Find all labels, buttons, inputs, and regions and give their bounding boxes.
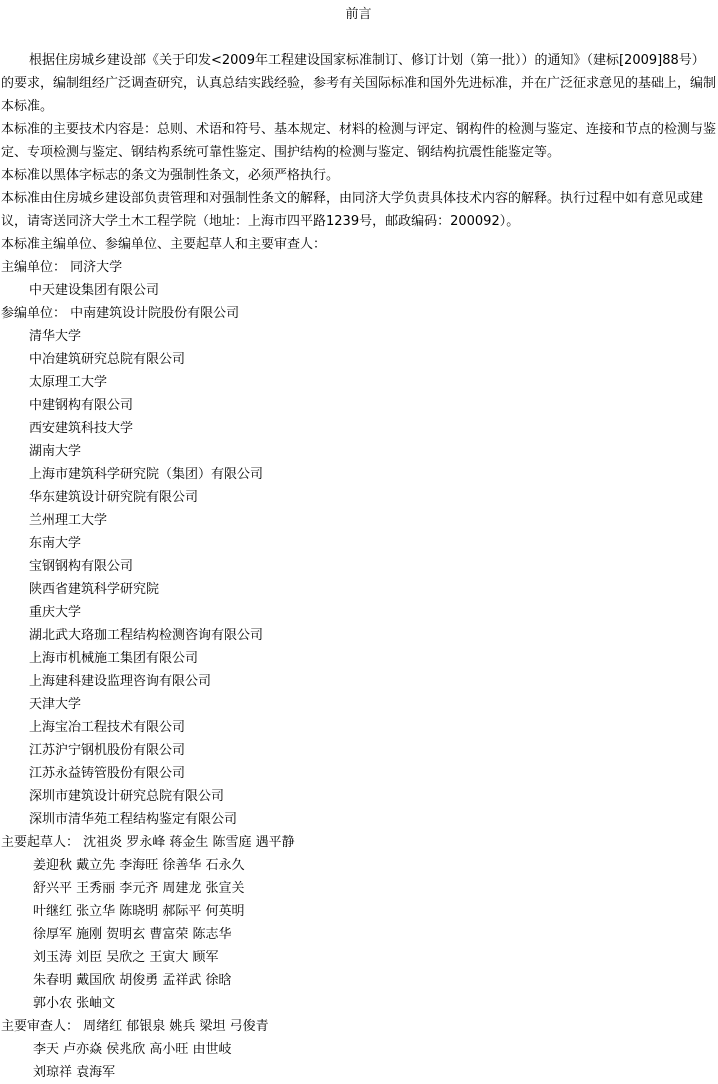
- chief-units-label: 主编单位：: [1, 260, 67, 275]
- participating-unit: 江苏永益铸管股份有限公司: [29, 766, 186, 781]
- reviewers-names: 周绪红 郁银泉 姚兵 梁坦 弓俊青: [83, 1019, 269, 1034]
- paragraph-basis: 根据住房城乡建设部《关于印发<2009年工程建设国家标准制订、修订计划（第一批））的通知》（建标[2009]88号）的要求，编制组经广泛调查研究，认真总结实践经验，参考有关国际标准和国外先进标准，并在广泛征求意见的基础上，编制本标准。: [1, 53, 717, 114]
- drafters-names: 朱春明 戴国欣 胡俊勇 孟祥武 徐晗: [33, 973, 232, 988]
- drafters-names: 舒兴平 王秀丽 李元齐 周建龙 张宣关: [33, 881, 245, 896]
- participating-unit: 深圳市建筑设计研究总院有限公司: [29, 789, 225, 804]
- reviewers-list: [1, 1038, 716, 1084]
- paragraph-mandatory: 本标准以黑体字标志的条文为强制性条文，必须严格执行。: [1, 168, 340, 183]
- reviewers-section: [1, 1015, 716, 1084]
- drafters-names: 姜迎秋 戴立先 李海旺 徐善华 石永久: [33, 858, 245, 873]
- participating-units-section: [1, 302, 716, 831]
- participating-unit: 上海建科建设监理咨询有限公司: [29, 674, 212, 689]
- drafters-names: 叶继红 张立华 陈晓明 郝际平 何英明: [33, 904, 245, 919]
- chief-units-section: [1, 256, 716, 302]
- participating-unit: 宝钢钢构有限公司: [29, 559, 134, 574]
- participating-unit: 中建钢构有限公司: [29, 398, 134, 413]
- drafters-names: 刘玉涛 刘臣 吴欣之 王寅大 顾军: [33, 950, 219, 965]
- drafters-first-line: [1, 831, 716, 854]
- chief-units-list: [1, 279, 716, 302]
- paragraph-units-intro: 本标准主编单位、参编单位、主要起草人和主要审查人：: [1, 237, 327, 252]
- participating-unit: 中冶建筑研究总院有限公司: [29, 352, 186, 367]
- participating-unit: 江苏沪宁钢机股份有限公司: [29, 743, 186, 758]
- participating-unit: 天津大学: [29, 697, 82, 712]
- participating-unit: 中南建筑设计院股份有限公司: [70, 306, 240, 321]
- participating-unit: 清华大学: [29, 329, 82, 344]
- paragraph-management: 本标准由住房城乡建设部负责管理和对强制性条文的解释，由同济大学负责具体技术内容的解释。执行过程中如有意见或建议，请寄送同济大学土木工程学院（地址：上海市四平路1239号，邮政编码：200092）。: [1, 191, 704, 229]
- participating-unit: 湖南大学: [29, 444, 82, 459]
- drafters-list: [1, 854, 716, 1015]
- drafters-names: 徐厚军 施刚 贺明玄 曹富荣 陈志华: [33, 927, 232, 942]
- participating-unit: 上海市建筑科学研究院（集团）有限公司: [29, 467, 264, 482]
- participating-unit: 西安建筑科技大学: [29, 421, 134, 436]
- chief-units-first-line: [1, 256, 716, 279]
- reviewers-label: 主要审查人：: [1, 1019, 80, 1034]
- participating-unit: 湖北武大珞珈工程结构检测咨询有限公司: [29, 628, 264, 643]
- reviewers-names: 刘琼祥 袁海军: [33, 1065, 116, 1080]
- drafters-names: 郭小农 张岫文: [33, 996, 116, 1011]
- paragraph-main-content: 本标准的主要技术内容是：总则、术语和符号、基本规定、材料的检测与评定、钢构件的检测与鉴定、连接和节点的检测与鉴定、专项检测与鉴定、钢结构系统可靠性鉴定、围护结构的检测与鉴定、钢结构抗震性能鉴定等。: [1, 122, 717, 160]
- participating-unit: 上海宝冶工程技术有限公司: [29, 720, 186, 735]
- participating-units-label: 参编单位：: [1, 306, 67, 321]
- reviewers-names: 李天 卢亦焱 侯兆欣 高小旺 由世岐: [33, 1042, 232, 1057]
- chief-unit: 同济大学: [70, 260, 123, 275]
- participating-unit: 兰州理工大学: [29, 513, 108, 528]
- reviewers-first-line: [1, 1015, 716, 1038]
- drafters-label: 主要起草人：: [1, 835, 80, 850]
- participating-units-first-line: [1, 302, 716, 325]
- participating-unit: 太原理工大学: [29, 375, 108, 390]
- participating-unit: 东南大学: [29, 536, 82, 551]
- participating-unit: 上海市机械施工集团有限公司: [29, 651, 199, 666]
- drafters-names: 沈祖炎 罗永峰 蒋金生 陈雪庭 遇平静: [83, 835, 295, 850]
- participating-units-list: [1, 325, 716, 831]
- drafters-section: [1, 831, 716, 1015]
- participating-unit: 陕西省建筑科学研究院: [29, 582, 160, 597]
- chief-unit: 中天建设集团有限公司: [29, 283, 160, 298]
- participating-unit: 深圳市清华苑工程结构鉴定有限公司: [29, 812, 238, 827]
- participating-unit: 重庆大学: [29, 605, 82, 620]
- page-title: 前言: [345, 7, 372, 22]
- participating-unit: 华东建筑设计研究院有限公司: [29, 490, 199, 505]
